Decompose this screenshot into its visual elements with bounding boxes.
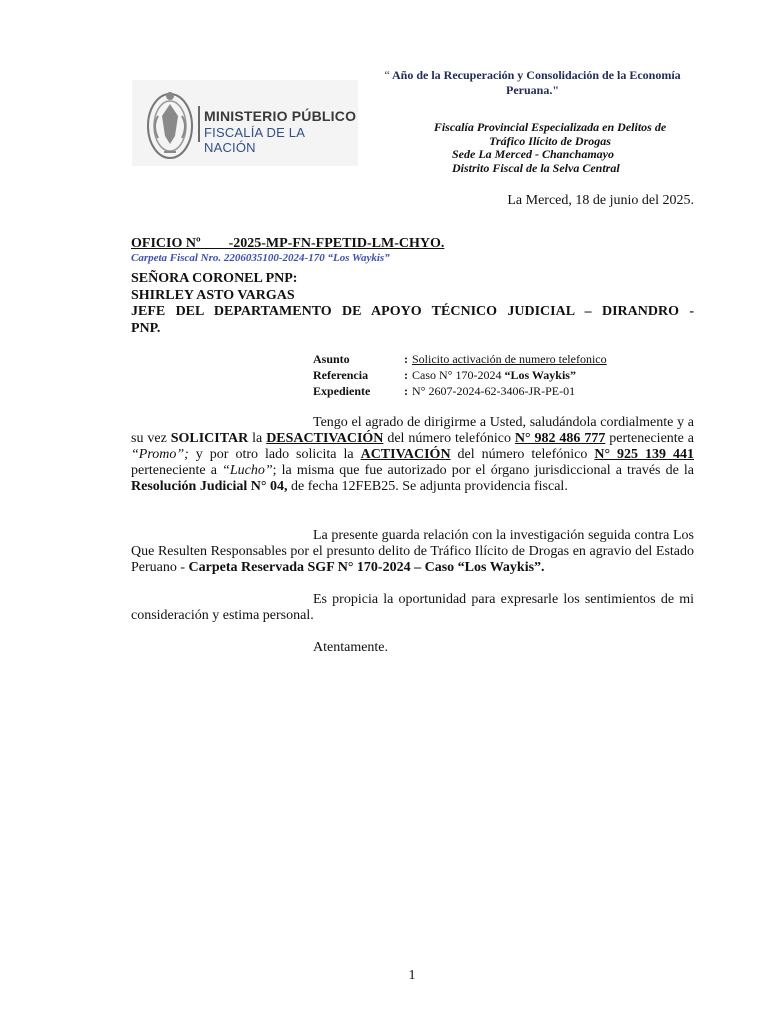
document-date: La Merced, 18 de junio del 2025. <box>507 193 694 208</box>
ministerio-publico-logo <box>132 80 358 166</box>
fiscalia-line-1: Fiscalía Provincial Especializada en Delitos de <box>433 120 667 134</box>
fiscalia-line-3: Sede La Merced - Chanchamayo <box>452 147 614 161</box>
fiscalia-header <box>400 121 700 175</box>
motto-text: Año de la Recuperación y Consolidación de la Economía Peruana." <box>391 68 681 97</box>
addressee-line-1: SEÑORA CORONEL PNP: <box>131 271 298 286</box>
addressee-line-2: SHIRLEY ASTO VARGAS <box>131 287 295 303</box>
asunto-label: Asunto <box>313 352 350 366</box>
expediente-row: Expediente : N° 2607-2024-62-3406-JR-PE-01 <box>313 384 576 398</box>
oficio-number: OFICIO Nº -2025-MP-FN-FPETID-LM-CHYO. <box>131 236 445 251</box>
closing-salutation: Atentamente. <box>313 640 389 655</box>
fiscalia-line-4: Distrito Fiscal de la Selva Central <box>452 160 620 175</box>
page-number: 1 <box>408 968 416 983</box>
asunto-value: Solicito activación de numero telefonico <box>412 352 607 366</box>
logo-subtitle: FISCALÍA DE LA NACIÓN <box>204 125 305 155</box>
referencia-case-name: “Los Waykis” <box>504 368 576 382</box>
carpeta-fiscal: Carpeta Fiscal Nro. 2206035100-2024-170 “Los Waykis” <box>131 252 390 264</box>
asunto-row: Asunto : Solicito activación de numero telefonico <box>313 352 607 366</box>
referencia-label: Referencia <box>313 368 369 382</box>
motto-quote: “ <box>384 68 390 82</box>
year-motto <box>360 68 705 98</box>
seal-icon <box>144 86 196 162</box>
logo-title: MINISTERIO PÚBLICO <box>204 108 357 124</box>
body-paragraph-1: Tengo el agrado de dirigirme a Usted, saludándola cordialmente y a su vez SOLICITAR la DESACTIVACIÓN del número telefónico N° 982 486 777 perteneciente a “Promo”; y por otro lado solicita la ACTIVACIÓN del número telefónico N° 925 139 441 perteneciente a “Lucho”; la misma que fue autorizado por el órgano jurisdiccional a través de la Resolución Judicial N° 04, de fecha 12FEB25. Se adjunta providencia fiscal. <box>131 415 695 494</box>
reference-block <box>313 351 607 399</box>
addressee-line-4: PNP. <box>131 320 161 336</box>
addressee-line-3: JEFE DEL DEPARTAMENTO DE APOYO TÉCNICO JUDICIAL – DIRANDRO - <box>131 304 694 319</box>
expediente-label: Expediente <box>313 384 371 398</box>
fiscalia-line-2: Tráfico Ilícito de Drogas <box>489 133 611 148</box>
logo-divider <box>198 106 200 142</box>
expediente-value: N° 2607-2024-62-3406-JR-PE-01 <box>412 384 576 398</box>
addressee-block <box>131 271 694 337</box>
body-paragraph-3: Es propicia la oportunidad para expresarle los sentimientos de mi consideración y estima personal. <box>131 592 694 623</box>
referencia-row: Referencia : Caso N° 170-2024 “Los Waykis” <box>313 368 576 382</box>
body-paragraph-2: La presente guarda relación con la investigación seguida contra Los Que Resulten Responsables por el presunto delito de Tráfico Ilícito de Drogas en agravio del Estado Peruano - Carpeta Reservada SGF N° 170-2024 – Caso “Los Waykis”. <box>131 528 694 575</box>
referencia-value: Caso N° 170-2024 <box>412 368 505 382</box>
